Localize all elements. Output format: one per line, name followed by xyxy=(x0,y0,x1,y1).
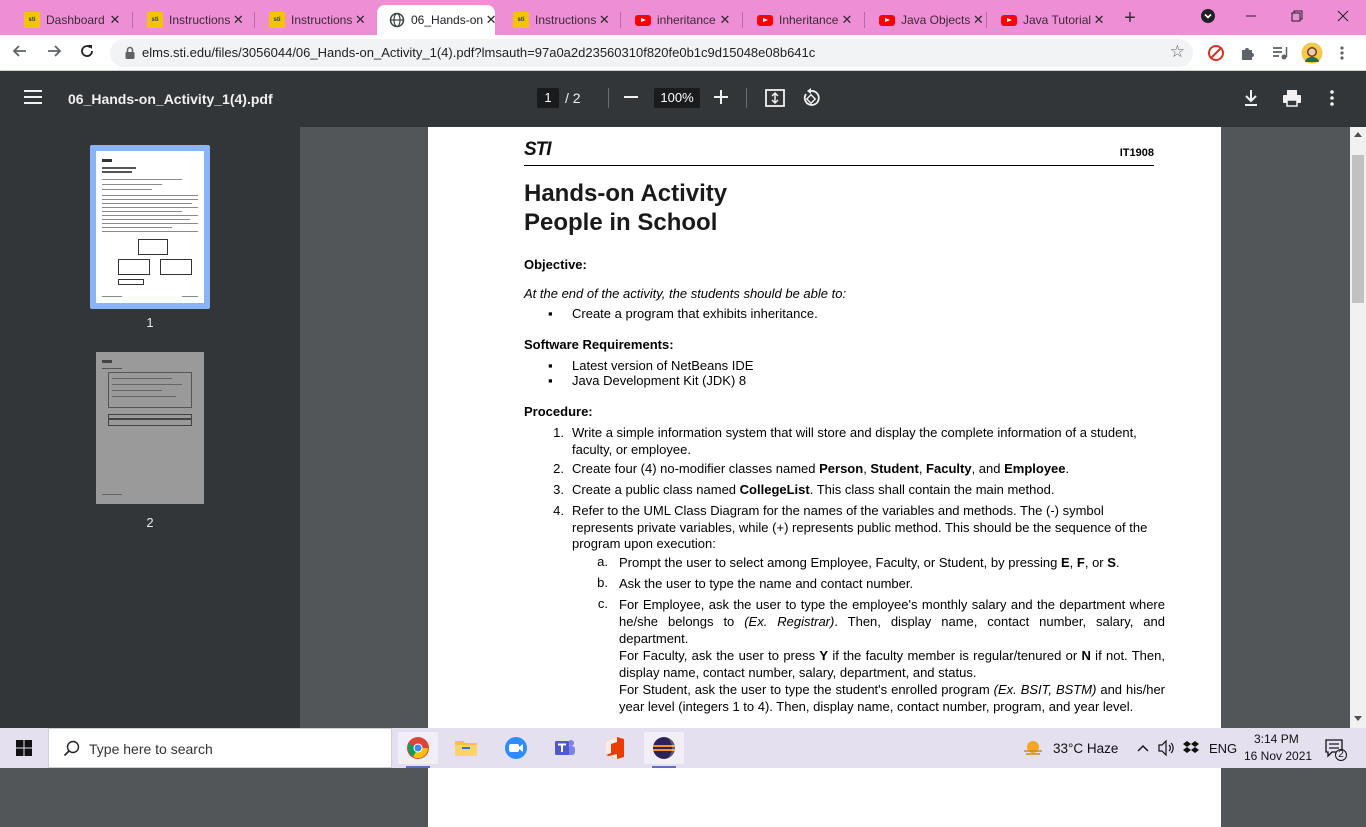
page-thumbnail-2[interactable] xyxy=(96,352,204,504)
software-bullet: Latest version of NetBeans IDE xyxy=(572,358,754,373)
step-text xyxy=(572,503,1162,553)
zoom-out-button[interactable] xyxy=(624,96,638,98)
text-run: . This class shall contain the main method. xyxy=(809,482,1055,497)
step-number: 1. xyxy=(553,425,564,440)
close-tab-icon[interactable]: ✕ xyxy=(109,12,121,27)
bullet-marker: ▪ xyxy=(548,358,553,373)
text-run: if not. Then, display name, contact number, salary, department, and status. xyxy=(619,648,1165,680)
tab-title: Instructions xyxy=(535,13,597,27)
close-tab-icon[interactable]: ✕ xyxy=(232,12,244,27)
eclipse-taskbar-icon[interactable] xyxy=(644,732,684,764)
teams-taskbar-icon[interactable] xyxy=(545,732,585,764)
browser-tab[interactable] xyxy=(867,5,985,35)
text-run: , or xyxy=(1084,555,1108,570)
media-control-icon[interactable] xyxy=(1268,41,1292,65)
text-run: Ask the user to type the name and contact number. xyxy=(619,576,914,591)
tab-separator xyxy=(986,12,987,28)
download-icon[interactable] xyxy=(1240,87,1262,109)
forward-button[interactable] xyxy=(42,39,66,63)
text-run: . xyxy=(1115,555,1120,570)
browser-tab[interactable] xyxy=(377,5,495,35)
text-run: For Employee, ask the user to type the employee's monthly salary and the department where he/she belongs to xyxy=(619,597,1165,629)
objective-intro: At the end of the activity, the students should be able to: xyxy=(524,286,847,301)
scroll-down-arrow[interactable] xyxy=(1354,716,1362,721)
profile-avatar[interactable] xyxy=(1300,41,1324,65)
software-bullet: Java Development Kit (JDK) 8 xyxy=(572,373,747,388)
tab-separator xyxy=(864,12,865,28)
text-run: , xyxy=(863,461,871,476)
text-run: Refer to the UML Class Diagram for the names of the variables and methods. The (-) symbol represents private variables, while (+) represents public method. This should be the sequence of the program upon execution: xyxy=(572,503,1148,551)
document-title-line1: Hands-on Activity xyxy=(524,180,728,207)
back-button[interactable] xyxy=(8,39,32,63)
browser-tab[interactable] xyxy=(623,5,741,35)
substep-text xyxy=(619,575,1165,592)
sti-icon: sti xyxy=(513,12,529,28)
vertical-scrollbar[interactable] xyxy=(1350,127,1366,728)
tab-separator xyxy=(254,12,255,28)
pdf-toolbar xyxy=(0,71,1366,127)
text-run: , and xyxy=(971,461,1005,476)
sti-icon: sti xyxy=(24,12,40,28)
notification-count-badge: 2 xyxy=(1335,749,1347,761)
sti-icon: sti xyxy=(269,12,285,28)
step-number: 3. xyxy=(553,482,564,497)
text-run: , xyxy=(1069,555,1077,570)
text-run: Create four (4) no-modifier classes named xyxy=(572,461,820,476)
document-title-line2: People in School xyxy=(524,209,718,236)
objective-bullet: Create a program that exhibits inheritance. xyxy=(572,306,818,321)
text-run: if the faculty member is regular/tenured or xyxy=(828,648,1082,663)
rotate-icon[interactable] xyxy=(800,87,822,109)
weather-text[interactable]: 33°C Haze xyxy=(1053,741,1119,756)
youtube-icon xyxy=(757,12,773,28)
lock-icon xyxy=(122,45,138,61)
thumbnail-label: 2 xyxy=(146,515,154,530)
thumbnail-label: 1 xyxy=(146,315,154,330)
text-run: E xyxy=(1060,555,1070,570)
bullet-marker: ▪ xyxy=(548,373,553,388)
step-text xyxy=(572,482,1162,499)
more-options-icon[interactable] xyxy=(1321,87,1343,109)
scroll-up-arrow[interactable] xyxy=(1354,132,1362,137)
clock-date[interactable]: 16 Nov 2021 xyxy=(1244,749,1313,763)
sti-icon: sti xyxy=(147,12,163,28)
close-tab-icon[interactable]: ✕ xyxy=(972,12,984,27)
browser-tab[interactable] xyxy=(745,5,863,35)
browser-tab[interactable] xyxy=(501,5,619,35)
minimize-button[interactable] xyxy=(1228,0,1274,32)
course-code: IT1908 xyxy=(1119,147,1154,159)
print-icon[interactable] xyxy=(1281,87,1303,109)
browser-tab[interactable] xyxy=(12,5,131,35)
browser-tab[interactable] xyxy=(257,5,375,35)
text-run: S xyxy=(1107,555,1116,570)
text-run: Person xyxy=(819,461,864,476)
toolbar-divider xyxy=(608,88,609,108)
tab-separator xyxy=(132,12,133,28)
text-run: (Ex. Registrar) xyxy=(744,614,835,629)
input-language[interactable]: ENG xyxy=(1209,741,1238,756)
close-tab-icon[interactable]: ✕ xyxy=(719,12,731,27)
close-tab-icon[interactable]: ✕ xyxy=(598,12,610,27)
step-text xyxy=(572,425,1162,458)
youtube-icon xyxy=(1001,12,1017,28)
reload-button[interactable] xyxy=(75,39,99,63)
scrollbar-thumb[interactable] xyxy=(1352,155,1364,303)
tab-strip xyxy=(0,0,1366,35)
close-tab-icon[interactable]: ✕ xyxy=(354,12,366,27)
browser-tab[interactable] xyxy=(989,5,1107,35)
tab-title: 06_Hands-on xyxy=(411,13,484,27)
bullet-marker: ▪ xyxy=(548,306,553,321)
substep-paragraph xyxy=(619,681,1165,715)
tab-title: Java Tutorial xyxy=(1023,13,1092,27)
tab-title: inheritance xyxy=(657,13,716,27)
address-bar[interactable] xyxy=(110,39,1193,67)
zoom-level-input[interactable]: 100% xyxy=(654,88,700,108)
youtube-icon xyxy=(635,12,651,28)
text-run: Prompt the user to select among Employee, Faculty, or Student, by pressing xyxy=(619,555,1061,570)
substep-letter: a. xyxy=(597,554,608,569)
restore-button[interactable] xyxy=(1274,0,1320,32)
office-taskbar-icon[interactable] xyxy=(595,732,635,764)
tab-separator xyxy=(620,12,621,28)
browser-tab[interactable] xyxy=(135,5,253,35)
close-window-button[interactable] xyxy=(1320,0,1366,32)
dropbox-icon[interactable] xyxy=(1181,738,1201,758)
substep-text xyxy=(619,554,1165,571)
extensions-puzzle-icon[interactable] xyxy=(1236,41,1260,65)
substep-paragraph xyxy=(619,596,1165,647)
taskbar-search-box[interactable] xyxy=(48,728,392,768)
text-run: For Student, ask the user to type the student's enrolled program xyxy=(619,682,994,697)
page-total: / 2 xyxy=(565,90,581,106)
tab-title: Inheritance xyxy=(779,13,839,27)
tab-title: Dashboard xyxy=(46,13,105,27)
pdf-title: 06_Hands-on_Activity_1(4).pdf xyxy=(68,91,273,107)
close-tab-icon[interactable]: ✕ xyxy=(841,12,853,27)
tab-title: Java Objects xyxy=(901,13,971,27)
sidebar-menu-icon[interactable] xyxy=(24,90,42,104)
text-run: . Then, display name, contact number, salary, and department. xyxy=(619,614,1166,646)
text-run: CollegeList xyxy=(739,482,810,497)
pdf-page xyxy=(428,127,1221,827)
text-run: F xyxy=(1076,555,1085,570)
fit-to-page-icon[interactable] xyxy=(764,87,786,109)
close-tab-icon[interactable]: ✕ xyxy=(485,12,497,27)
volume-icon[interactable] xyxy=(1157,738,1177,758)
text-run: , xyxy=(918,461,927,476)
text-run: and his/her year level (integers 1 to 4). Then, display name, contact number, program, and year level. xyxy=(619,682,1165,714)
search-icon xyxy=(63,740,81,758)
tab-title: Instructions xyxy=(291,13,353,27)
text-run: Employee xyxy=(1004,461,1066,476)
text-run: N xyxy=(1081,648,1091,663)
weather-haze-icon[interactable] xyxy=(1022,738,1044,758)
zoom-taskbar-icon[interactable] xyxy=(496,732,536,764)
text-run: Student xyxy=(870,461,919,476)
close-tab-icon[interactable]: ✕ xyxy=(1093,12,1105,27)
new-tab-button[interactable]: + xyxy=(1124,7,1136,29)
chrome-taskbar-icon[interactable] xyxy=(398,732,438,764)
step-text xyxy=(572,461,1162,478)
page-thumbnail-1[interactable] xyxy=(90,145,210,309)
text-run: For Faculty, ask the user to press xyxy=(619,648,820,663)
text-run: Create a public class named xyxy=(572,482,740,497)
globe-icon xyxy=(389,12,405,28)
objective-heading: Objective: xyxy=(524,257,587,272)
windows-taskbar xyxy=(0,728,1366,768)
text-run: Faculty xyxy=(926,461,972,476)
text-run: Write a simple information system that will store and display the complete information of a student, faculty, or employee. xyxy=(572,425,1137,457)
url-text: elms.sti.edu/files/3056044/06_Hands-on_Activity_1(4).pdf?lmsauth=97a0a2d23560310f820fe0b1c9d15048e08b641c xyxy=(142,45,816,60)
clock-time[interactable]: 3:14 PM xyxy=(1254,732,1299,746)
substep-letter: b. xyxy=(597,575,608,590)
sti-logo: STI xyxy=(524,139,551,160)
thumbnail-sidebar xyxy=(0,127,300,728)
substep-paragraph xyxy=(619,647,1165,681)
tab-title: Instructions xyxy=(169,13,231,27)
blocker-extension-icon[interactable] xyxy=(1204,41,1228,65)
show-hidden-icons-chevron-icon[interactable] xyxy=(1133,738,1153,758)
file-explorer-taskbar-icon[interactable] xyxy=(446,732,486,764)
search-placeholder: Type here to search xyxy=(89,741,213,757)
substep-letter: c. xyxy=(597,596,608,611)
chrome-menu-icon[interactable] xyxy=(1330,41,1354,65)
header-rule xyxy=(524,165,1154,166)
step-number: 4. xyxy=(553,503,564,518)
text-run: . xyxy=(1065,461,1070,476)
tab-separator xyxy=(742,12,743,28)
software-heading: Software Requirements: xyxy=(524,337,674,352)
substep-text xyxy=(619,596,1165,715)
windows-start-button[interactable] xyxy=(0,728,48,768)
toolbar-divider xyxy=(746,88,747,108)
youtube-icon xyxy=(879,12,895,28)
zoom-in-button[interactable] xyxy=(714,90,728,104)
text-run: (Ex. BSIT, BSTM) xyxy=(993,682,1097,697)
bookmark-star-icon[interactable]: ☆ xyxy=(1169,42,1185,61)
pdf-viewer[interactable] xyxy=(300,127,1350,728)
profile-dropdown-icon[interactable] xyxy=(1185,0,1231,32)
page-number-input[interactable]: 1 xyxy=(537,88,559,108)
text-run: Y xyxy=(819,648,829,663)
step-number: 2. xyxy=(553,461,564,476)
procedure-heading: Procedure: xyxy=(524,404,593,419)
